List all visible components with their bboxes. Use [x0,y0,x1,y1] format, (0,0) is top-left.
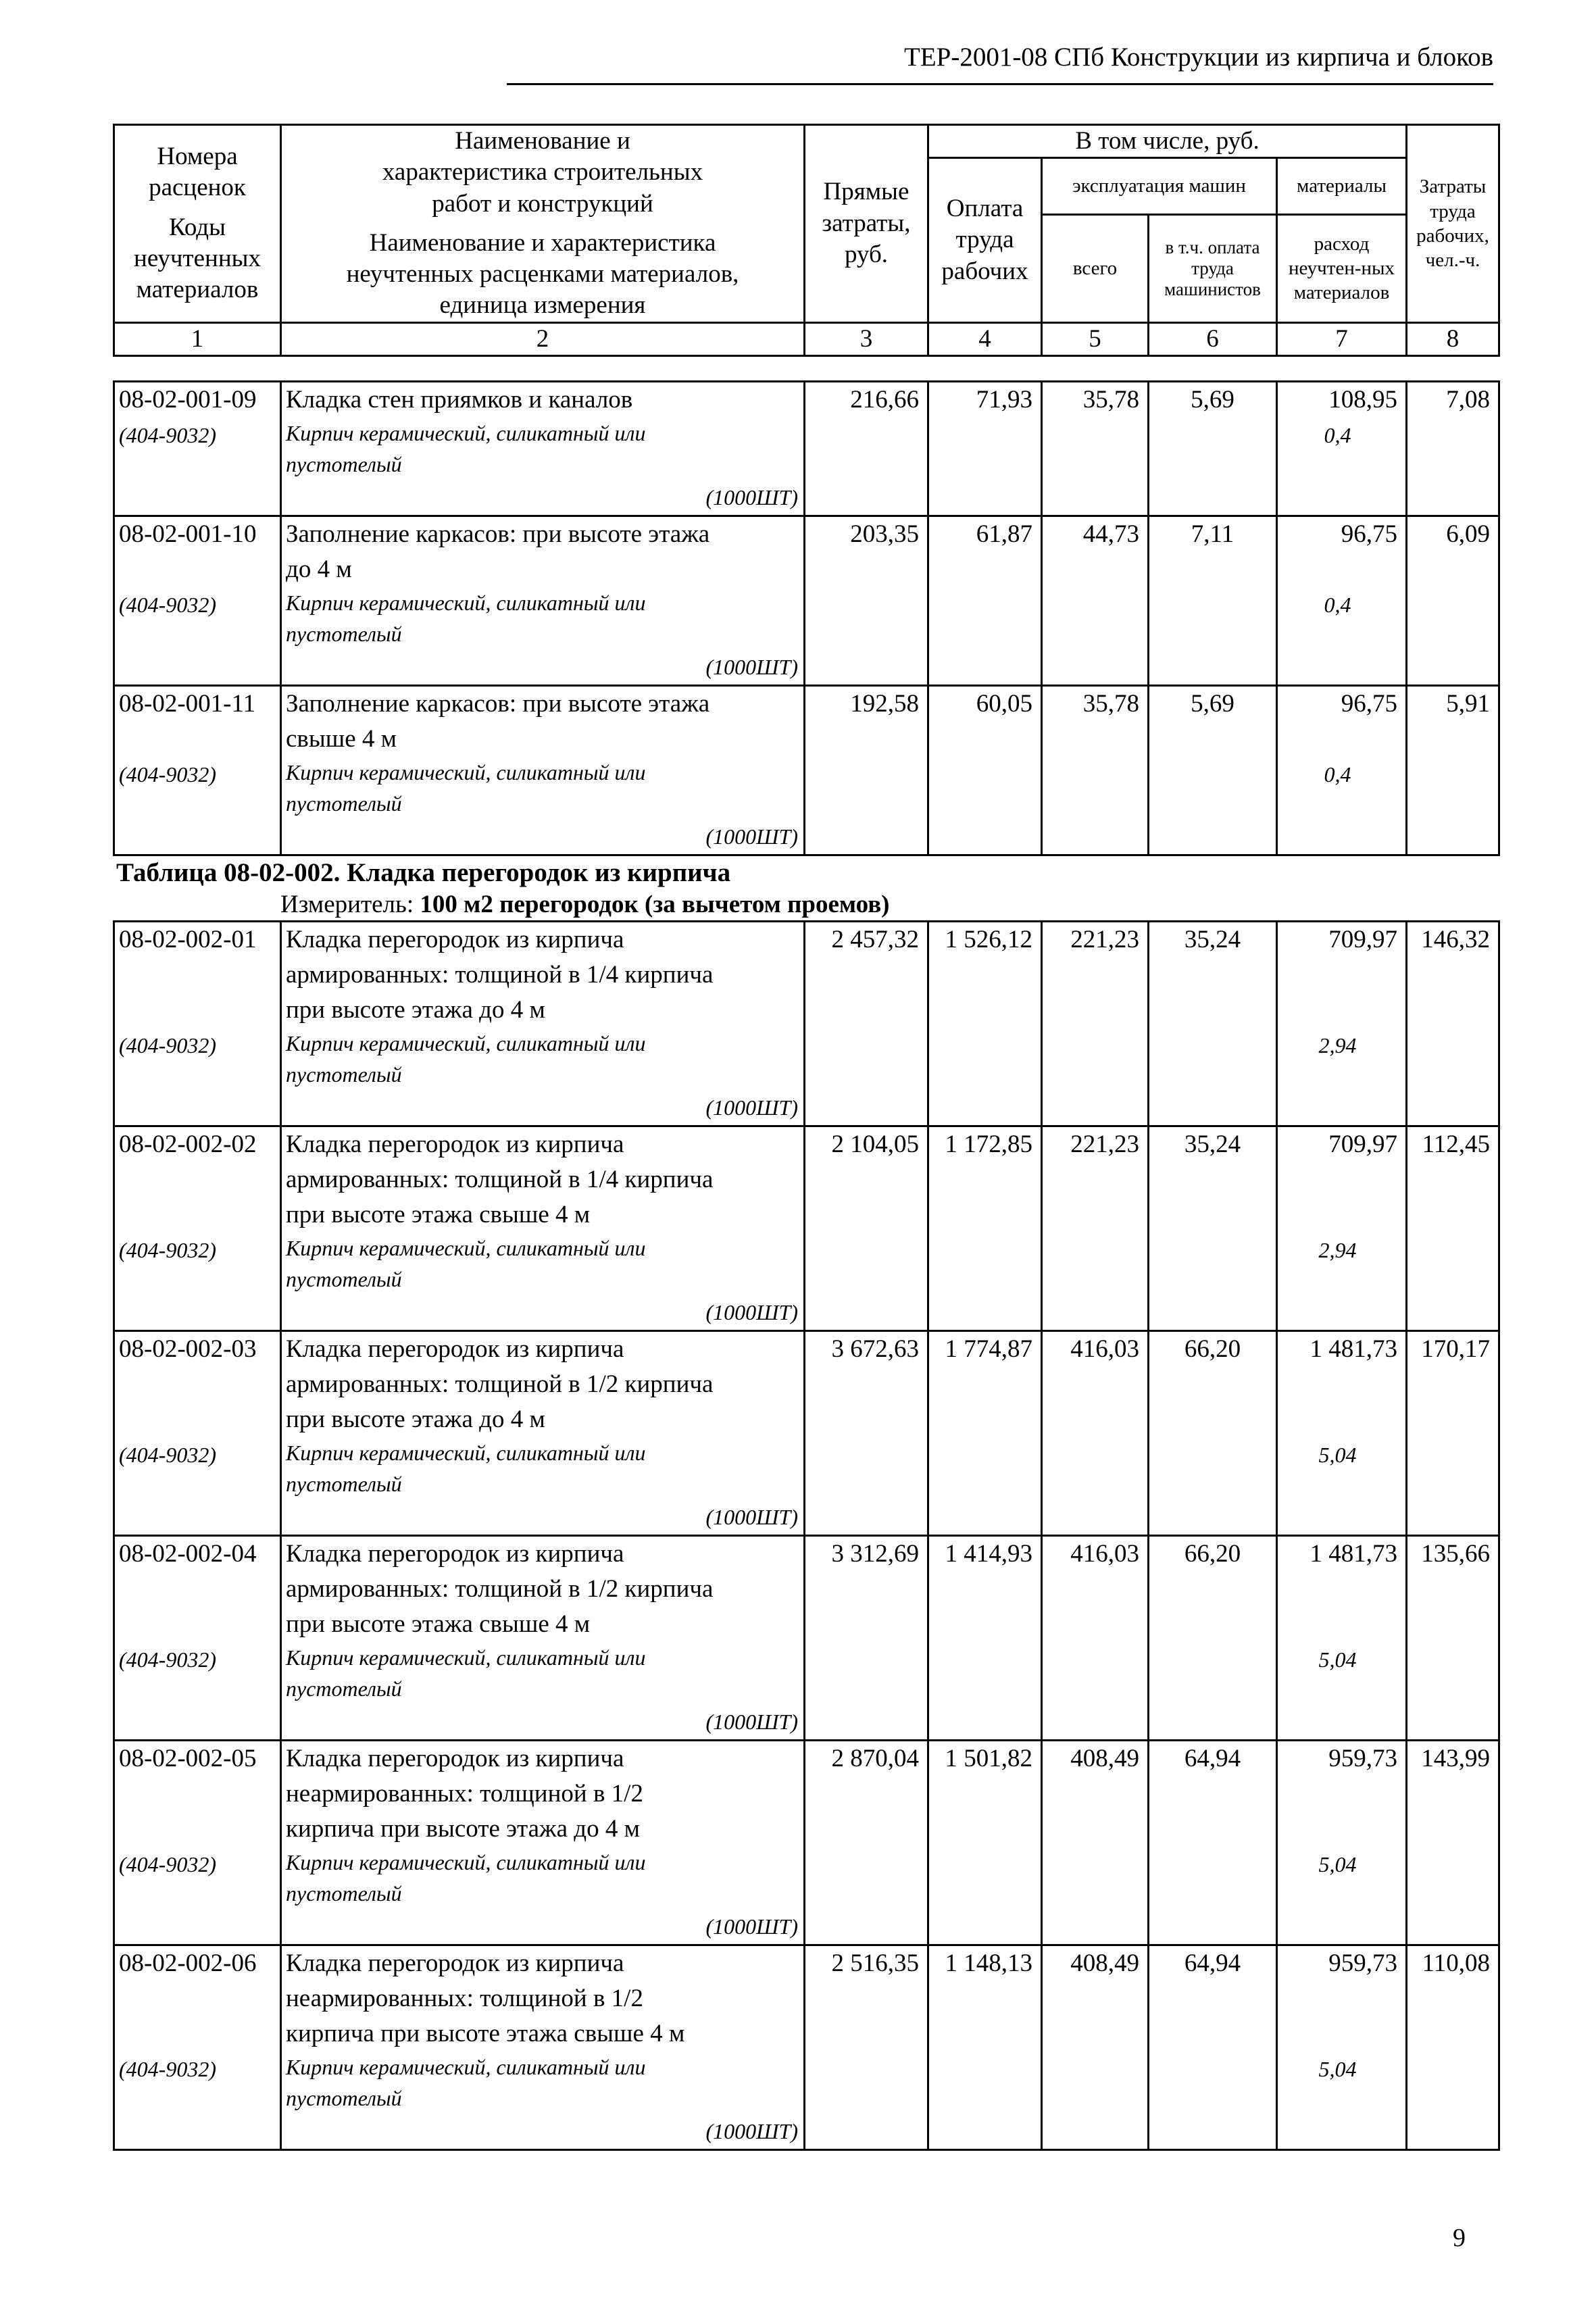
material-description-line: Кирпич керамический, силикатный или [286,1645,646,1670]
rate-row [114,1126,1499,1331]
work-description-line: армированных: толщиной в 1/4 кирпича [286,961,714,989]
labor-pay-value-cell [928,1945,1042,2150]
operators-pay-value: 66,20 [1184,1335,1241,1363]
col-number-2: 2 [281,322,805,355]
material-description-line: пустотелый [286,791,402,816]
machine-operation-value: 408,49 [1070,1949,1139,1977]
material-quantity: 0,4 [1324,593,1351,617]
material-code: (404-9032) [119,1852,216,1876]
col-number-8: 8 [1407,322,1499,355]
material-code: (404-9032) [119,1443,216,1467]
col-number-6: 6 [1149,322,1277,355]
col-labor-pay: Оплата труда рабочих [928,158,1042,322]
materials-value: 709,97 [1328,1130,1397,1158]
rate-code: 08-02-002-05 [119,1745,257,1772]
material-description-line: Кирпич керамический, силикатный или [286,1236,646,1260]
direct-costs-value: 203,35 [850,520,919,548]
rate-row [114,382,1499,516]
operators-pay-value-cell [1149,1536,1277,1741]
material-quantity: 0,4 [1324,762,1351,787]
labor-hours-value: 112,45 [1422,1130,1490,1158]
materials-value-cell [1277,1536,1407,1741]
unit-label: (1000ШТ) [705,1914,798,1939]
col-work-name: Наименование и характеристика строительных работ и конструкций [382,127,703,218]
unit-label: (1000ШТ) [705,655,798,679]
labor-pay-value-cell [928,382,1042,516]
direct-costs-value: 2 457,32 [831,926,919,953]
col-including: В том числе, руб. [928,125,1407,158]
machine-operation-value-cell [1042,686,1149,855]
direct-costs-value-cell [805,1331,928,1536]
rate-description-cell [281,1536,805,1741]
machine-operation-value: 408,49 [1070,1745,1139,1772]
work-description-line: Кладка перегородок из кирпича [286,1335,624,1363]
work-description-line: неармированных: толщиной в 1/2 [286,1780,643,1808]
operators-pay-value: 5,69 [1191,690,1235,718]
labor-pay-value-cell [928,922,1042,1126]
material-description-line: пустотелый [286,2086,402,2110]
labor-pay-value: 1 501,82 [945,1745,1032,1772]
rate-description-cell [281,1126,805,1331]
operators-pay-value-cell [1149,382,1277,516]
direct-costs-value-cell [805,516,928,686]
machine-operation-value-cell [1042,516,1149,686]
labor-hours-value-cell [1407,686,1499,855]
rate-code: 08-02-002-01 [119,926,257,953]
work-description-line: кирпича при высоте этажа свыше 4 м [286,2020,685,2047]
running-title: ТЕР-2001-08 СПб Конструкции из кирпича и блоков [904,43,1493,72]
operators-pay-value-cell [1149,516,1277,686]
rate-row [114,686,1499,855]
labor-hours-value: 7,08 [1446,386,1490,414]
labor-pay-value-cell [928,1536,1042,1741]
materials-value-cell [1277,686,1407,855]
col-operators-pay: в т.ч. оплата труда машинистов [1149,214,1277,322]
labor-hours-value: 170,17 [1421,1335,1490,1363]
materials-value: 108,95 [1328,386,1397,414]
labor-pay-value-cell [928,516,1042,686]
col-number-3: 3 [805,322,928,355]
material-description-line: пустотелый [286,1267,402,1291]
direct-costs-value-cell [805,1536,928,1741]
work-description-line: до 4 м [286,555,352,583]
machine-operation-value-cell [1042,1741,1149,1945]
material-description-line: Кирпич керамический, силикатный или [286,421,646,445]
machine-operation-value: 416,03 [1070,1335,1139,1363]
meter-value: 100 м2 перегородок (за вычетом проемов) [420,891,890,918]
machine-operation-value-cell [1042,1331,1149,1536]
col-names [281,125,805,323]
col-direct-costs: Прямые затраты, руб. [805,125,928,323]
labor-hours-value-cell [1407,382,1499,516]
rate-code-cell [114,516,281,686]
material-description-line: пустотелый [286,1881,402,1906]
labor-pay-value: 60,05 [976,690,1032,718]
operators-pay-value-cell [1149,922,1277,1126]
materials-value: 1 481,73 [1310,1335,1397,1363]
material-code: (404-9032) [119,1238,216,1262]
rate-description-cell [281,1945,805,2150]
materials-value: 96,75 [1341,520,1397,548]
unit-label: (1000ШТ) [705,824,798,849]
materials-value-cell [1277,516,1407,686]
labor-hours-value-cell [1407,1536,1499,1741]
unit-label: (1000ШТ) [705,1710,798,1734]
rate-code: 08-02-001-11 [119,690,256,718]
machine-operation-value-cell [1042,922,1149,1126]
material-quantity: 5,04 [1318,1852,1357,1876]
rate-code-cell [114,1331,281,1536]
direct-costs-value-cell [805,686,928,855]
materials-value-cell [1277,1741,1407,1945]
rate-code: 08-02-002-04 [119,1540,257,1568]
materials-value-cell [1277,1331,1407,1536]
work-description-line: неармированных: толщиной в 1/2 [286,1985,643,2012]
material-quantity: 5,04 [1318,1647,1357,1672]
materials-value-cell [1277,1126,1407,1331]
machine-operation-value-cell [1042,382,1149,516]
operators-pay-value: 66,20 [1184,1540,1241,1568]
machine-operation-value-cell [1042,1126,1149,1331]
labor-pay-value: 1 172,85 [945,1130,1032,1158]
operators-pay-value: 5,69 [1191,386,1235,414]
rate-row [114,1945,1499,2150]
work-description-line: при высоте этажа свыше 4 м [286,1610,591,1638]
direct-costs-value: 2 104,05 [831,1130,919,1158]
col-material-name: Наименование и характеристика неучтенных расценками материалов, единица измерения [346,228,739,320]
rate-code-cell [114,1741,281,1945]
rate-code: 08-02-002-06 [119,1949,257,1977]
rate-code-cell [114,1945,281,2150]
col-number-7: 7 [1277,322,1407,355]
col-rate-numbers: Номера расценок [149,143,246,202]
labor-hours-value-cell [1407,1741,1499,1945]
labor-hours-value-cell [1407,1945,1499,2150]
direct-costs-value-cell [805,922,928,1126]
work-description-line: Кладка перегородок из кирпича [286,926,624,953]
rate-code: 08-02-001-10 [119,520,257,548]
material-description-line: пустотелый [286,622,402,646]
section-meter [280,889,890,920]
work-description-line: Кладка стен приямков и каналов [286,386,633,414]
unit-label: (1000ШТ) [705,1505,798,1529]
direct-costs-value: 3 672,63 [831,1335,919,1363]
work-description-line: свыше 4 м [286,725,397,753]
rate-code-cell [114,382,281,516]
direct-costs-value: 2 870,04 [831,1745,919,1772]
rate-description-cell [281,382,805,516]
materials-value: 96,75 [1341,690,1397,718]
work-description-line: Кладка перегородок из кирпича [286,1949,624,1977]
rates-table-001 [113,380,1500,856]
operators-pay-value-cell [1149,1331,1277,1536]
material-code: (404-9032) [119,1033,216,1057]
labor-pay-value-cell [928,686,1042,855]
rate-code-cell [114,1536,281,1741]
labor-pay-value: 1 148,13 [945,1949,1032,1977]
labor-pay-value: 1 414,93 [945,1540,1032,1568]
direct-costs-value-cell [805,1945,928,2150]
material-description-line: пустотелый [286,1472,402,1496]
rate-description-cell [281,1741,805,1945]
work-description-line: при высоте этажа свыше 4 м [286,1201,591,1228]
material-description-line: Кирпич керамический, силикатный или [286,591,646,615]
col-rate-codes [114,125,281,323]
col-number-5: 5 [1042,322,1149,355]
direct-costs-value: 2 516,35 [831,1949,919,1977]
material-quantity: 2,94 [1318,1238,1357,1262]
rate-row [114,1331,1499,1536]
operators-pay-value: 64,94 [1184,1949,1241,1977]
material-code: (404-9032) [119,762,216,787]
direct-costs-value-cell [805,382,928,516]
work-description-line: Кладка перегородок из кирпича [286,1745,624,1772]
labor-pay-value-cell [928,1331,1042,1536]
machine-operation-value: 221,23 [1070,1130,1139,1158]
col-machine-operation: эксплуатация машин [1042,158,1277,215]
labor-pay-value: 71,93 [976,386,1032,414]
machine-operation-value: 35,78 [1082,386,1139,414]
materials-value-cell [1277,382,1407,516]
material-quantity: 5,04 [1318,1443,1357,1467]
unit-label: (1000ШТ) [705,1095,798,1120]
operators-pay-value: 35,24 [1184,926,1241,953]
rate-code-cell [114,922,281,1126]
labor-hours-value-cell [1407,922,1499,1126]
material-description-line: Кирпич керамический, силикатный или [286,1441,646,1465]
work-description-line: Заполнение каркасов: при высоте этажа [286,520,710,548]
material-description-line: пустотелый [286,1676,402,1701]
material-code: (404-9032) [119,1647,216,1672]
labor-hours-value: 6,09 [1446,520,1490,548]
rate-row [114,516,1499,686]
material-description-line: Кирпич керамический, силикатный или [286,2055,646,2079]
material-code: (404-9032) [119,593,216,617]
labor-hours-value-cell [1407,1126,1499,1331]
materials-value: 709,97 [1328,926,1397,953]
work-description-line: при высоте этажа до 4 м [286,1405,545,1433]
rate-code: 08-02-002-03 [119,1335,257,1363]
col-materials: материалы [1277,158,1407,215]
direct-costs-value-cell [805,1126,928,1331]
rate-row [114,1741,1499,1945]
labor-pay-value: 1 774,87 [945,1335,1032,1363]
operators-pay-value-cell [1149,686,1277,855]
materials-value-cell [1277,922,1407,1126]
unit-label: (1000ШТ) [705,485,798,509]
material-description-line: пустотелый [286,452,402,476]
operators-pay-value: 64,94 [1184,1745,1241,1772]
material-quantity: 0,4 [1324,423,1351,447]
labor-pay-value-cell [928,1126,1042,1331]
material-description-line: пустотелый [286,1062,402,1087]
rate-code-cell [114,1126,281,1331]
work-description-line: Кладка перегородок из кирпича [286,1130,624,1158]
operators-pay-value-cell [1149,1741,1277,1945]
operators-pay-value: 35,24 [1184,1130,1241,1158]
col-number-1: 1 [114,322,281,355]
materials-value: 1 481,73 [1310,1540,1397,1568]
direct-costs-value: 216,66 [850,386,919,414]
unit-label: (1000ШТ) [705,1300,798,1324]
machine-operation-value: 416,03 [1070,1540,1139,1568]
direct-costs-value: 3 312,69 [831,1540,919,1568]
rates-table-002 [113,920,1500,2151]
material-description-line: Кирпич керамический, силикатный или [286,1850,646,1874]
rate-description-cell [281,686,805,855]
work-description-line: армированных: толщиной в 1/2 кирпича [286,1370,714,1398]
material-code: (404-9032) [119,423,216,447]
material-code: (404-9032) [119,2057,216,2081]
rate-row [114,922,1499,1126]
labor-pay-value: 61,87 [976,520,1032,548]
work-description-line: Кладка перегородок из кирпича [286,1540,624,1568]
material-quantity: 2,94 [1318,1033,1357,1057]
work-description-line: армированных: толщиной в 1/4 кирпича [286,1166,714,1193]
column-header-table [113,124,1500,357]
labor-hours-value: 5,91 [1446,690,1490,718]
col-labor-costs: Затраты труда рабочих, чел.-ч. [1407,125,1499,323]
labor-pay-value-cell [928,1741,1042,1945]
page-number: 9 [1453,2224,1466,2252]
meter-label: Измеритель: [280,891,420,918]
work-description-line: армированных: толщиной в 1/2 кирпича [286,1575,714,1603]
col-unaccounted-use: расход неучтен-ных материалов [1277,214,1407,322]
operators-pay-value: 7,11 [1191,520,1235,548]
materials-value: 959,73 [1328,1949,1397,1977]
operators-pay-value-cell [1149,1945,1277,2150]
material-quantity: 5,04 [1318,2057,1357,2081]
rate-description-cell [281,516,805,686]
machine-operation-value-cell [1042,1945,1149,2150]
rate-code: 08-02-001-09 [119,386,257,414]
rate-row [114,1536,1499,1741]
col-number-4: 4 [928,322,1042,355]
materials-value-cell [1277,1945,1407,2150]
machine-operation-value: 44,73 [1082,520,1139,548]
labor-hours-value: 146,32 [1421,926,1490,953]
labor-hours-value-cell [1407,516,1499,686]
col-codes-unaccounted: Коды неучтенных материалов [134,213,261,304]
work-description-line: Заполнение каркасов: при высоте этажа [286,690,710,718]
rate-description-cell [281,1331,805,1536]
material-description-line: Кирпич керамический, силикатный или [286,1031,646,1055]
rate-description-cell [281,922,805,1126]
unit-label: (1000ШТ) [705,2119,798,2143]
work-description-line: кирпича при высоте этажа до 4 м [286,1815,641,1843]
labor-hours-value: 110,08 [1422,1949,1490,1977]
operators-pay-value-cell [1149,1126,1277,1331]
material-description-line: Кирпич керамический, силикатный или [286,760,646,785]
direct-costs-value-cell [805,1741,928,1945]
labor-hours-value-cell [1407,1331,1499,1536]
direct-costs-value: 192,58 [850,690,919,718]
rate-code: 08-02-002-02 [119,1130,257,1158]
section-title: Таблица 08-02-002. Кладка перегородок из кирпича [116,858,731,887]
machine-operation-value: 221,23 [1070,926,1139,953]
labor-hours-value: 143,99 [1421,1745,1490,1772]
labor-pay-value: 1 526,12 [945,926,1032,953]
work-description-line: при высоте этажа до 4 м [286,996,545,1024]
header-rule [507,83,1493,85]
rate-code-cell [114,686,281,855]
machine-operation-value: 35,78 [1082,690,1139,718]
machine-operation-value-cell [1042,1536,1149,1741]
materials-value: 959,73 [1328,1745,1397,1772]
col-total: всего [1042,214,1149,322]
labor-hours-value: 135,66 [1421,1540,1490,1568]
